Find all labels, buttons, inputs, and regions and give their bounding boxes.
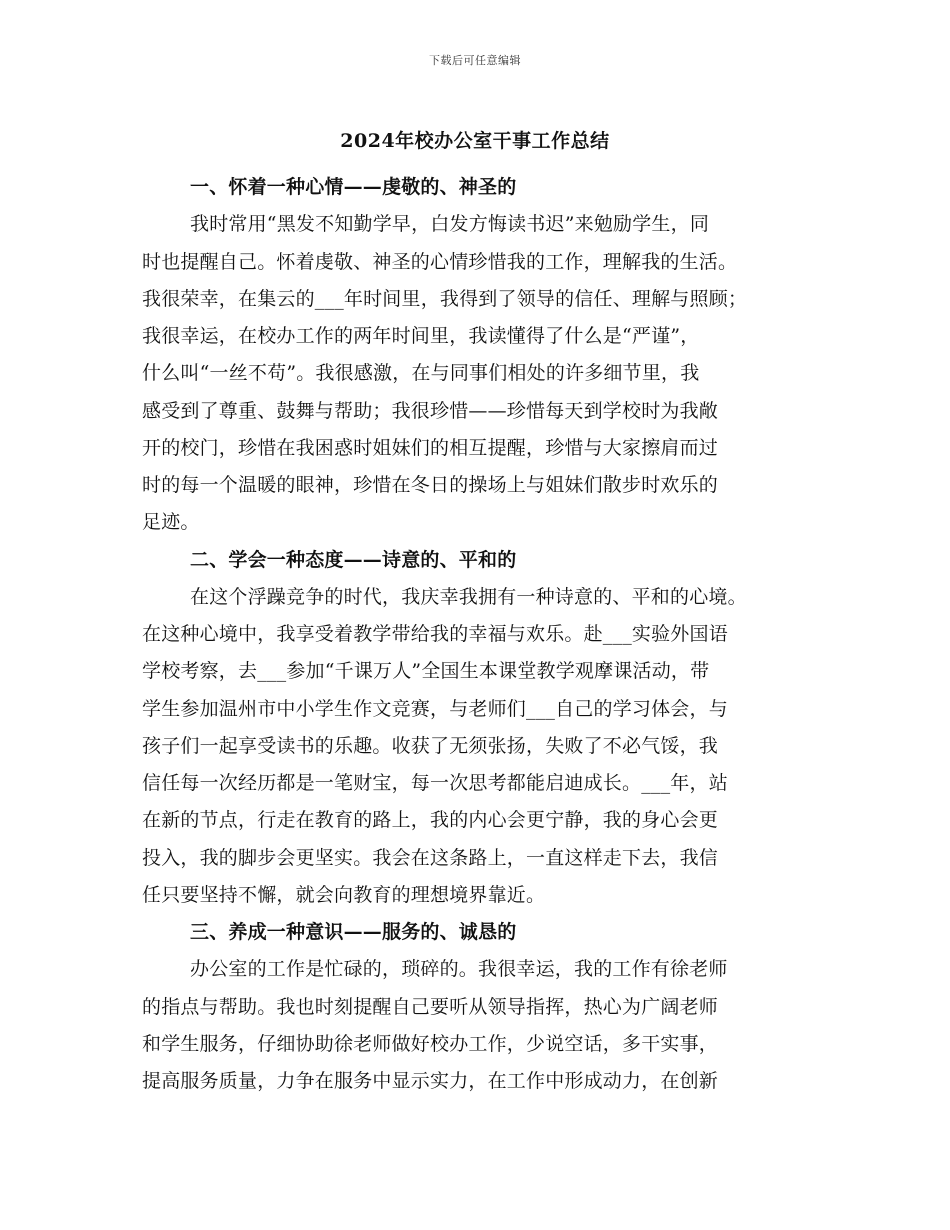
document-title: 2024年校办公室干事工作总结 bbox=[340, 130, 610, 152]
document-body bbox=[142, 174, 812, 1105]
paragraph-line: 任只要坚持不懈，就会向教育的理想境界靠近。 bbox=[142, 883, 546, 906]
paragraph-line: 时的每一个温暖的眼神，珍惜在冬日的操场上与姐妹们散步时欢乐的 bbox=[142, 474, 719, 496]
paragraph-line: 时也提醒自己。怀着虔敬、神圣的心情珍惜我的工作，理解我的生活。 bbox=[142, 250, 738, 273]
paragraph-line: 我很幸运，在校办工作的两年时间里，我读懂得了什么是“严谨”， bbox=[142, 325, 700, 347]
paragraph-line: 孩子们一起享受读书的乐趣。收获了无须张扬，失败了不必气馁，我 bbox=[142, 734, 719, 757]
paragraph-line: 什么叫“一丝不苟”。我很感激，在与同事们相处的许多细节里，我 bbox=[142, 362, 700, 385]
paragraph-line: 足迹。 bbox=[142, 511, 200, 534]
section-heading: 一、怀着一种心情——虔敬的、神圣的 bbox=[190, 176, 517, 198]
section-heading: 三、养成一种意识——服务的、诚恳的 bbox=[190, 921, 517, 943]
paragraph-line: 提高服务质量，力争在服务中显示实力，在工作中形成动力，在创新 bbox=[142, 1070, 719, 1092]
paragraph-line: 感受到了尊重、鼓舞与帮助；我很珍惜——珍惜每天到学校时为我敞 bbox=[142, 399, 719, 422]
paragraph-line: 学生参加温州市中小学生作文竞赛，与老师们___自己的学习体会，与 bbox=[142, 697, 728, 720]
paragraph-line: 学校考察，去___参加“千课万人”全国生本课堂教学观摩课活动，带 bbox=[142, 660, 710, 683]
paragraph-line: 的指点与帮助。我也时刻提醒自己要听从领导指挥，热心为广阔老师 bbox=[142, 995, 719, 1018]
paragraph-line: 和学生服务，仔细协助徐老师做好校办工作，少说空话，多干实事， bbox=[142, 1032, 719, 1055]
section-heading: 二、学会一种态度——诗意的、平和的 bbox=[190, 548, 517, 571]
paragraph-line: 投入，我的脚步会更坚实。我会在这条路上，一直这样走下去，我信 bbox=[142, 846, 719, 869]
paragraph-line: 办公室的工作是忙碌的，琐碎的。我很幸运，我的工作有徐老师 bbox=[190, 958, 728, 981]
paragraph-line: 信任每一次经历都是一笔财宝，每一次思考都能启迪成长。___年，站 bbox=[142, 772, 728, 794]
page-header-note: 下载后可任意编辑 bbox=[429, 54, 521, 67]
paragraph-line: 在新的节点，行走在教育的路上，我的内心会更宁静，我的身心会更 bbox=[142, 809, 719, 832]
paragraph-line: 我很荣幸，在集云的___年时间里，我得到了领导的信任、理解与照顾； bbox=[142, 287, 748, 310]
paragraph-line: 我时常用“黑发不知勤学早，白发方悔读书迟”来勉励学生，同 bbox=[190, 213, 710, 236]
paragraph-line: 在这种心境中，我享受着教学带给我的幸福与欢乐。赴___实验外国语 bbox=[142, 623, 728, 645]
paragraph-line: 开的校门，珍惜在我困惑时姐妹们的相互提醒，珍惜与大家擦肩而过 bbox=[142, 436, 719, 459]
paragraph-line: 在这个浮躁竞争的时代，我庆幸我拥有一种诗意的、平和的心境。 bbox=[190, 585, 747, 608]
